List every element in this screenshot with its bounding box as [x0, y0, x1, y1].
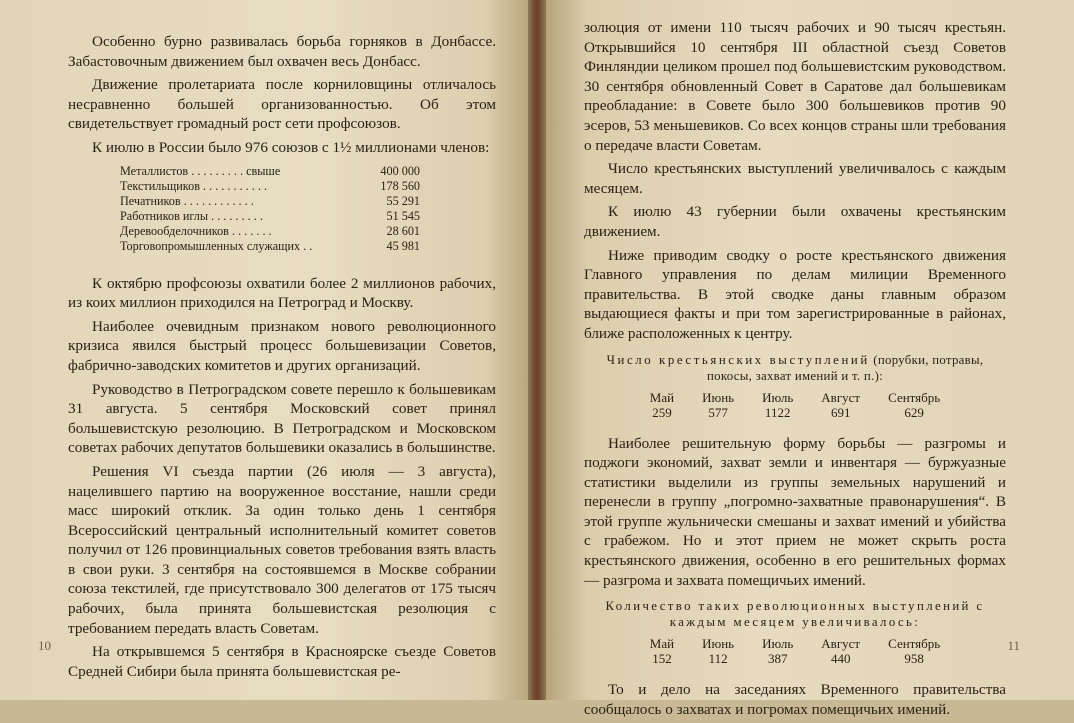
table-column: [650, 636, 674, 666]
table-column: [821, 390, 860, 420]
paragraph: Решения VI съезда партии (26 июля — 3 августа), нацелившего партию на вооруженное восстание, нашли среди масс широкий отклик. За один только день 1 сентября Всероссийский центральный исполнительный комитет советов получил от 126 провинциальных советов требования взять власть в свои руки. 3 сентября на состоявшемся в Москве собрании союза текстилей, где присутствовало 300 делегатов от 175 тысяч рабочих, была принята большевистская резолюция с требованием передать власть Советам.: [68, 462, 496, 637]
left-page: [0, 0, 528, 700]
paragraph: К июлю 43 губернии были охвачены крестьянским движением.: [584, 203, 1006, 240]
month-value: 958: [904, 651, 924, 667]
book-spine: [528, 0, 546, 700]
month-label: Май: [649, 636, 675, 652]
table-column: [702, 636, 734, 666]
left-page-text: [68, 32, 496, 685]
month-label: Август: [821, 389, 861, 405]
month-value: 152: [652, 651, 672, 667]
right-page: [546, 0, 1074, 718]
month-value: 259: [652, 404, 672, 420]
month-label: Сентябрь: [888, 636, 941, 652]
month-label: Июнь: [702, 636, 735, 652]
table-column: [888, 636, 940, 666]
paragraph: золюция от имени 110 тысяч рабочих и 90 тысяч крестьян. Открывшийся 10 сентября III областной съезд Советов Финляндии целиком прошел под большевистским руководством. 30 сентября обновленный Совет в Саратове дал большевикам преобладание: в Совете было 300 большевиков против 90 эсеров, 53 меньшевиков. Со всех концов страны шли требования о передаче власти Советам.: [584, 19, 1006, 154]
month-value: 577: [708, 404, 728, 420]
table-row: [120, 194, 420, 209]
paragraph: К июлю в России было 976 союзов с 1½ миллионами членов:: [92, 138, 490, 156]
union-members: 178 560: [380, 178, 420, 193]
union-members: 51 545: [386, 208, 420, 223]
peasant-actions-table: [584, 390, 1006, 420]
table-row: [120, 179, 420, 194]
month-label: Июль: [762, 636, 794, 652]
month-label: Июль: [762, 389, 794, 405]
month-label: Июнь: [702, 389, 735, 405]
paragraph: К октябрю профсоюзы охватили более 2 миллионов рабочих, из коих миллион приходился на Петроград и Москву.: [68, 274, 496, 312]
union-name: Деревообделочников . . . . . . .: [120, 223, 272, 238]
caption-rest: (порубки, потравы, покосы, захват имений и т. п.):: [707, 352, 984, 383]
paragraph: Наиболее решительную форму борьбы — разгромы и поджоги экономий, захват земли и инвентаря — буржуазные статистики выделили из группы земельных нарушений и перенесли в группу „погромно-захватные правонарушения“. В этой группе жульнически смешаны и захват имений и убийства с грабежом. Но и этот прием не может скрыть роста крестьянского движения, особенно в его решительных формах — разгрома и захвата помещичьих имений.: [584, 434, 1006, 589]
paragraph: Наиболее очевидным признаком нового революционного кризиса явился быстрый процесс большевизации Советов, фабрично-заводских комитетов и других организаций.: [68, 317, 496, 374]
table-caption: [584, 352, 1006, 384]
union-members: 45 981: [386, 238, 420, 253]
table-row: [120, 209, 420, 224]
paragraph: Ниже приводим сводку о росте крестьянского движения Главного управления по делам милиции Временного правительства. В этой сводке даны главным образом выдающиеся факты и при том зарегистрированные в районах, ближе расположенных к центру.: [584, 246, 1006, 342]
month-value: 387: [767, 651, 788, 667]
page-number: 11: [1007, 638, 1020, 653]
table-row: [120, 224, 420, 239]
month-label: Август: [821, 636, 861, 652]
table-row: [120, 239, 420, 254]
table-column: [762, 636, 793, 666]
union-members: 400 000: [380, 163, 420, 178]
table-caption: Количество таких революционных выступлений с каждым месяцем увеличивалось:: [605, 599, 985, 630]
paragraph: Руководство в Петроградском совете перешло к большевикам 31 августа. 5 сентября Московский совет принял большевистскую резолюцию. В Петроградском и Московском советах рабочих депутатов большевики оказались в большинстве.: [68, 380, 496, 457]
month-value: 112: [708, 651, 728, 667]
union-members: 28 601: [386, 223, 420, 238]
revolutionary-actions-table: [584, 636, 1006, 666]
month-label: Сентябрь: [888, 389, 941, 405]
paragraph: То и дело на заседаниях Временного правительства сообщалось о захватах и погромах помещичьих имений.: [584, 681, 1006, 718]
paragraph: Особенно бурно развивалась борьба горняков в Донбассе. Забастовочным движением был охвачен весь Донбасс.: [68, 33, 496, 70]
table-column: [702, 390, 734, 420]
month-value: 691: [830, 404, 851, 420]
month-label: Май: [649, 389, 675, 405]
caption-spaced: Число крестьянских выступлений: [606, 352, 870, 367]
unions-membership-table: [120, 164, 420, 254]
table-column: [821, 636, 860, 666]
table-column: [888, 390, 940, 420]
table-row: [120, 164, 420, 179]
table-column: [762, 390, 793, 420]
page-number: 10: [38, 638, 51, 653]
month-value: 1122: [764, 404, 791, 420]
month-value: 629: [904, 404, 924, 420]
union-name: Торговопромышленных служащих . .: [120, 238, 313, 253]
union-name: Печатников . . . . . . . . . . . .: [120, 193, 254, 208]
union-members: 55 291: [386, 193, 420, 208]
union-name: Работников иглы . . . . . . . . .: [120, 208, 263, 223]
union-name: Металлистов . . . . . . . . . свыше: [120, 163, 281, 178]
paragraph: Число крестьянских выступлений увеличивалось с каждым месяцем.: [584, 160, 1006, 197]
right-page-text: [584, 18, 1006, 723]
month-value: 440: [830, 651, 851, 667]
paragraph: Движение пролетариата после корниловщины отличалось несравненно большей организованностью. Об этом свидетельствует громадный рост сети профсоюзов.: [68, 76, 496, 133]
table-column: [650, 390, 674, 420]
union-name: Текстильщиков . . . . . . . . . . .: [120, 178, 267, 193]
paragraph: На открывшемся 5 сентября в Красноярске съезде Советов Средней Сибири была принята большевистская ре-: [68, 643, 496, 680]
